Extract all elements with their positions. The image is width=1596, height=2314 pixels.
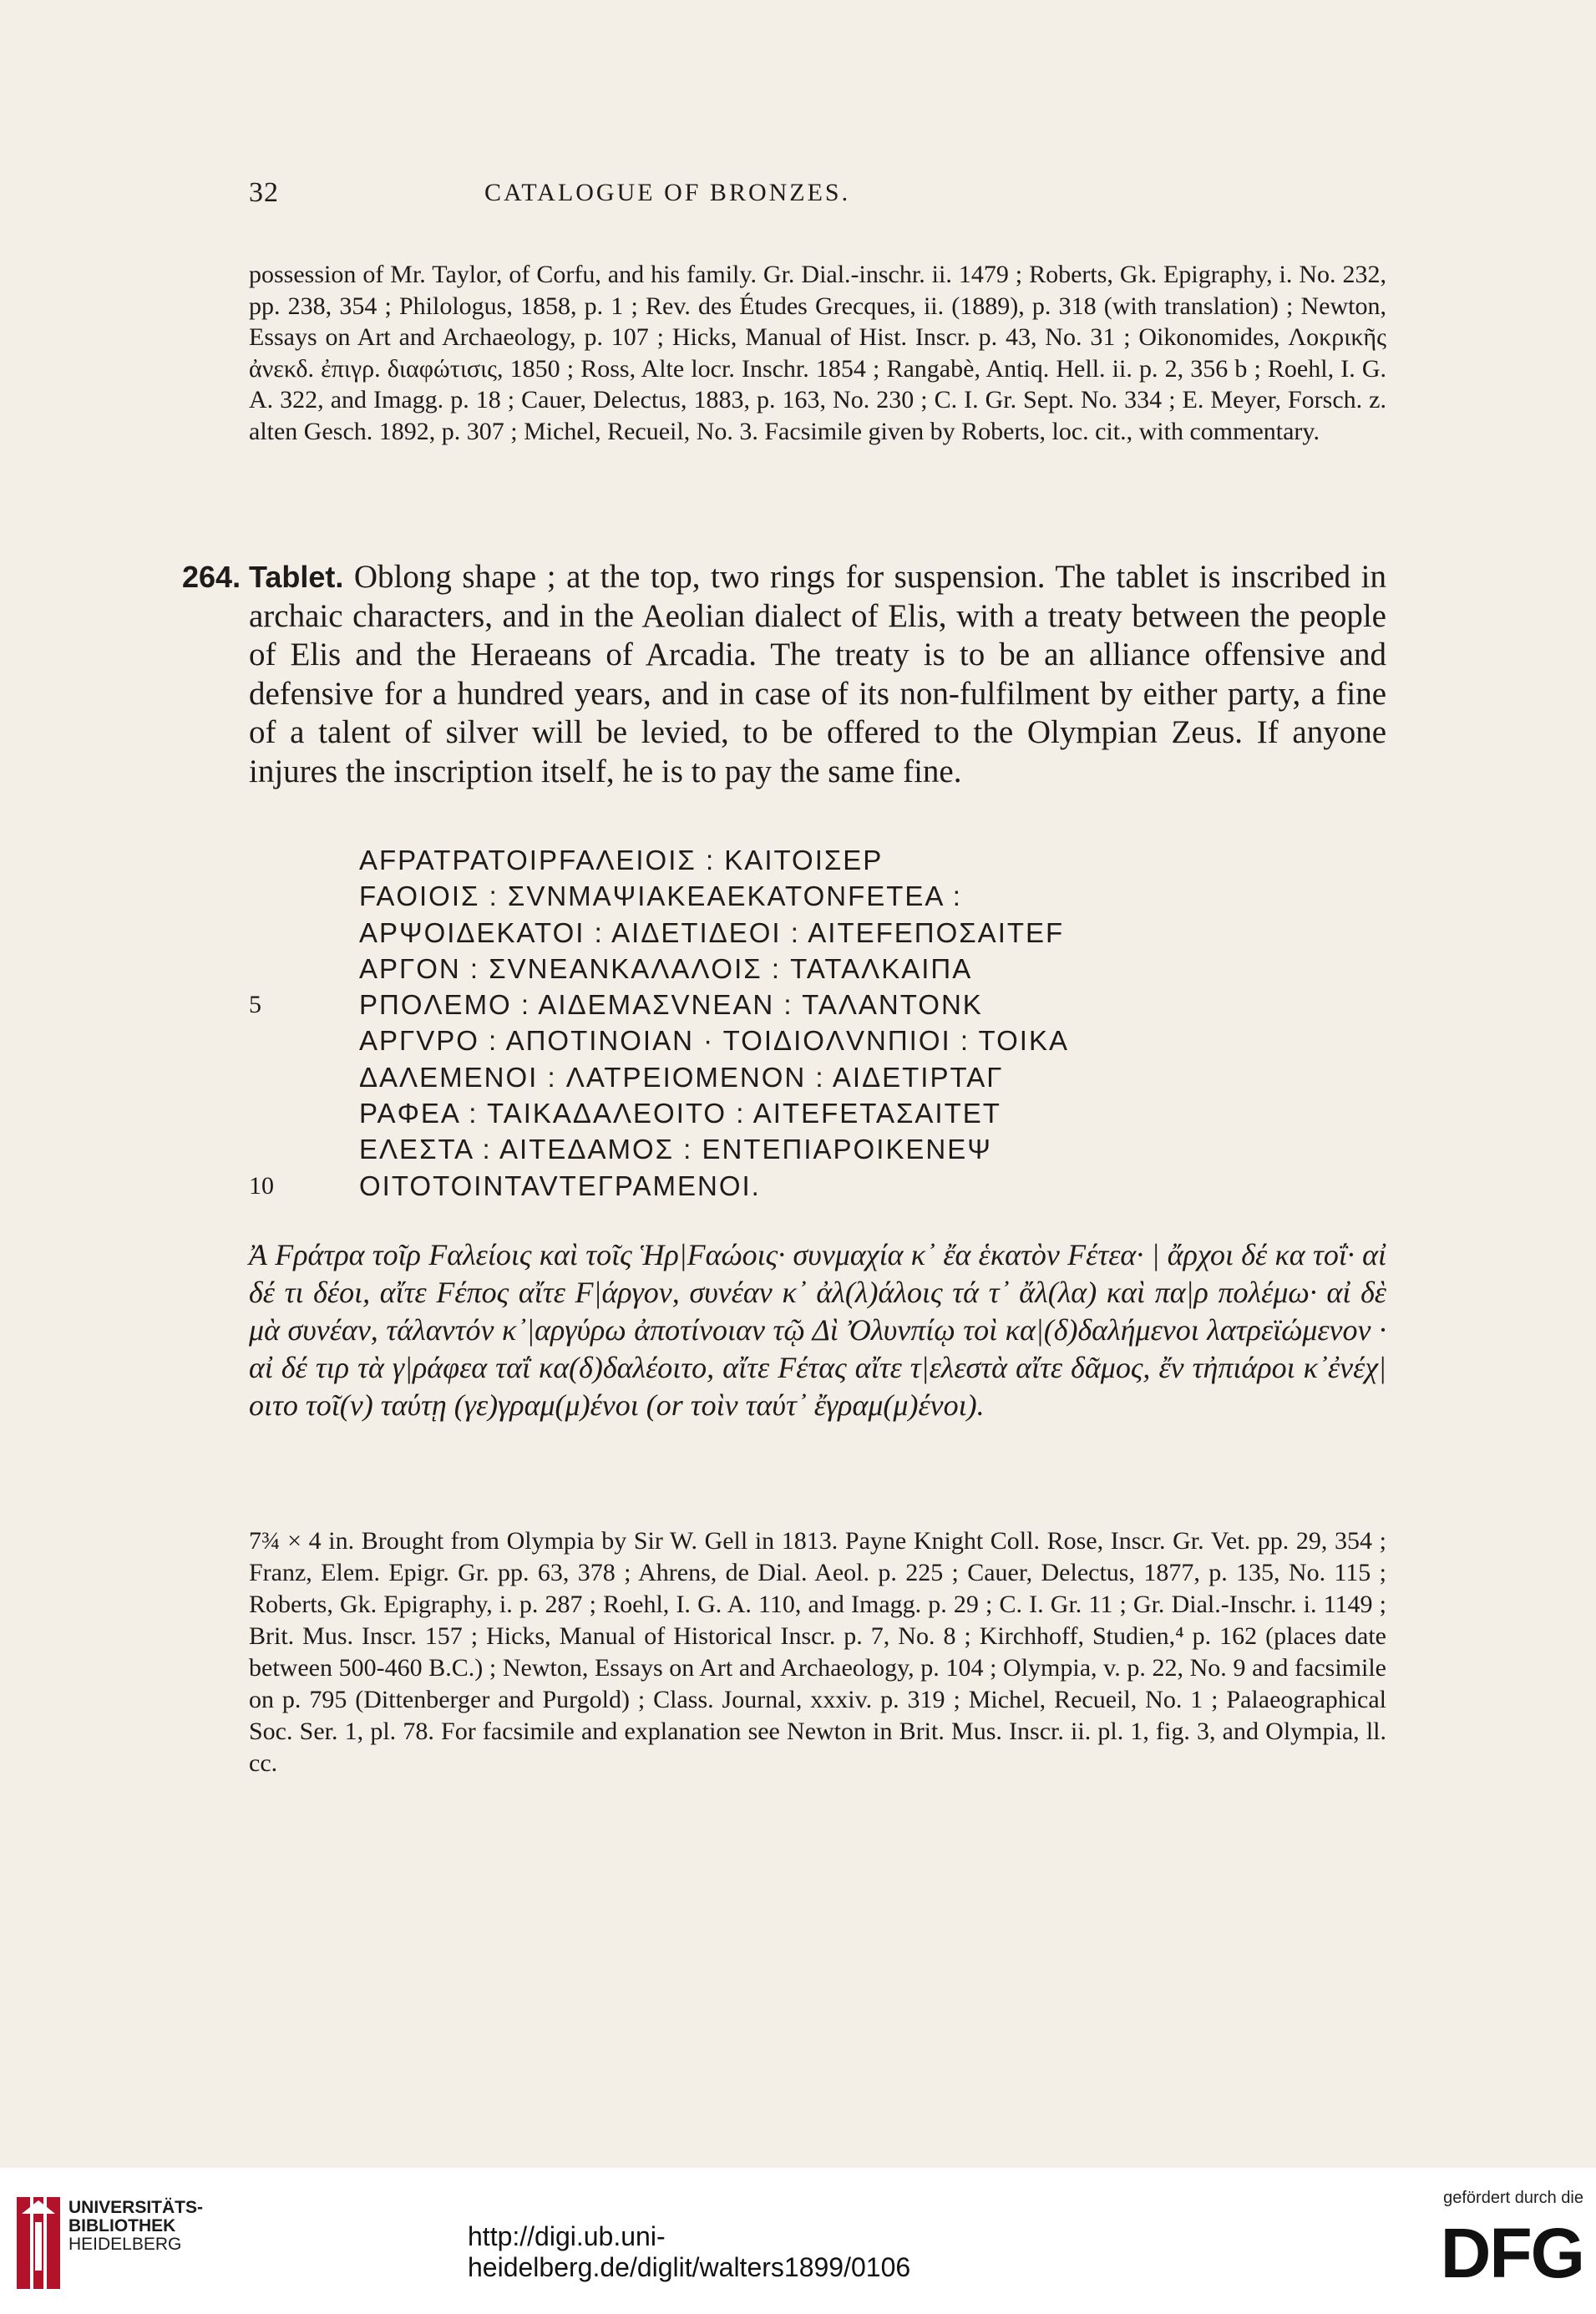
- entry-label: Tablet.: [249, 560, 344, 594]
- dfg-logo[interactable]: DFG: [1440, 2214, 1583, 2292]
- inscription-text: ΔAΛEMENOI : ΛATPEIOMENON : AIΔETIPTAΓ: [359, 1061, 1004, 1093]
- inscription-text: EΛEΣTA : AITEΔAMOΣ : ENTEΠIAPOIKENEΨ: [359, 1134, 992, 1165]
- inscription-text: PΠOΛEMO : AIΔEMAΣVNEAN : TAΛANTONK: [359, 989, 983, 1021]
- inscription-text: AFPATPATOIPFAΛEIOIΣ : KAITOIΣEP: [359, 845, 884, 875]
- inscription-line: [249, 987, 1386, 1023]
- funded-by-label: gefördert durch die: [1443, 2189, 1583, 2207]
- entry-number: 264.: [182, 560, 241, 594]
- page-number: 32: [249, 177, 279, 208]
- entry-text: Oblong shape ; at the top, two rings for suspension. The tablet is inscribed in archaic characters, and in the Aeolian dialect of Elis, with a treaty between the people of Elis and the Heraeans of Arcadia. The treaty is to be an alliance offensive and defensive for a hundred years, and in case of its non-fulfilment by either party, a fine of a talent of silver will be levied, to be offered to the Olympian Zeus. If anyone injures the inscription itself, he is to pay the same fine.: [249, 559, 1386, 789]
- inscription-line: [249, 951, 1386, 987]
- inscription-text: FAOIOIΣ : ΣVNMAΨIAKEAEKATONFETEA :: [359, 880, 962, 912]
- inscription-line: [249, 1059, 1386, 1095]
- inscription-line: [249, 878, 1386, 914]
- library-line1: UNIVERSITÄTS-: [68, 2198, 204, 2217]
- inscription-line: [249, 1023, 1386, 1058]
- library-line3: HEIDELBERG: [68, 2235, 182, 2254]
- inscription-text: PAΦEA : TAIKAΔAΛEOITO : AITEFETAΣAITET: [359, 1098, 1001, 1129]
- greek-transliteration: Ἀ Fράτρα τοῖρ Fαλείοις καὶ τοῖς Ἡρ|Fαώοις· συνμαχία κ᾽ ἔα ἑκατὸν Fέτεα· | ἄρχοι δέ κα τοΐ· αἰ δέ τι δέοι, αἴτε Fέπος αἴτε F|άργον, συνέαν κ᾽ ἀλ(λ)άλοις τά τ᾽ ἄλ(λα) καὶ πα|ρ πολέμω· αἰ δὲ μὰ συνέαν, τάλαντόν κ᾽|αργύρω ἀποτίνοιαν τῷ Δὶ Ὀλυνπίῳ τοὶ κα|(δ)δαλήμενοι λατρεϊώμενον · αἰ δέ τιρ τὰ γ|ράφεα ταΐ κα(δ)δαλέοιτο, αἴτε Fέτας αἴτε τ|ελεστὰ αἴτε δᾶμος, ἔν τἠπιάροι κ᾽ἐνέχ|οιτο τοῖ(ν) ταύτῃ (γε)γραμ(μ)ένοι (or τοὶν ταύτ᾽ ἔγραμ(μ)ένοι).: [249, 1238, 1386, 1422]
- inscription-text: OITOTOINTAVTEΓPAMENOI.: [359, 1170, 761, 1201]
- library-line2: BIBLIOTHEK: [68, 2216, 176, 2235]
- heidelberg-library-logo-icon: [17, 2197, 60, 2289]
- references-top: possession of Mr. Taylor, of Corfu, and his family. Gr. Dial.-inschr. ii. 1479 ; Roberts, Gk. Epigraphy, i. No. 232, pp. 238, 354 ; Philologus, 1858, p. 1 ; Rev. des Études Grecques, ii. (1889), p. 318 (with translation) ; Newton, Essays on Art and Archaeology, p. 107 ; Hicks, Manual of Hist. Inscr. p. 43, No. 31 ; Oikonomides, Λοκρικῆς ἀνεκδ. ἐπιγρ. διαφώτισις, 1850 ; Ross, Alte locr. Inschr. 1854 ; Rangabè, Antiq. Hell. ii. p. 2, 356 b ; Roehl, I. G. A. 322, and Imagg. p. 18 ; Cauer, Delectus, 1883, p. 163, No. 230 ; C. I. Gr. Sept. No. 334 ; E. Meyer, Forsch. z. alten Gesch. 1892, p. 307 ; Michel, Recueil, No. 3. Facsimile given by Roberts, loc. cit., with commentary.: [249, 261, 1386, 445]
- line-number: 10: [249, 1171, 274, 1200]
- inscription-line: [249, 1131, 1386, 1167]
- catalogue-entry: [182, 558, 1386, 791]
- inscription-line: [249, 1168, 1386, 1204]
- inscription-transcript: [249, 842, 1386, 1204]
- library-logo[interactable]: [17, 2189, 225, 2297]
- inscription-line: [249, 842, 1386, 878]
- running-title: CATALOGUE OF BRONZES.: [484, 179, 851, 206]
- library-name: [68, 2199, 203, 2254]
- inscription-line: [249, 915, 1386, 951]
- inscription-line: [249, 1095, 1386, 1131]
- permalink-url[interactable]: http://digi.ub.uni-heidelberg.de/diglit/walters1899/0106: [468, 2221, 911, 2282]
- references-bottom: 7¾ × 4 in. Brought from Olympia by Sir W. Gell in 1813. Payne Knight Coll. Rose, Inscr. Gr. Vet. pp. 29, 354 ; Franz, Elem. Epigr. Gr. pp. 63, 378 ; Ahrens, de Dial. Aeol. p. 225 ; Cauer, Delectus, 1877, p. 135, No. 115 ; Roberts, Gk. Epigraphy, i. p. 287 ; Roehl, I. G. A. 110, and Imagg. p. 29 ; C. I. Gr. 11 ; Gr. Dial.-Inschr. i. 1149 ; Brit. Mus. Inscr. 157 ; Hicks, Manual of Historical Inscr. p. 7, No. 8 ; Kirchhoff, Studien,⁴ p. 162 (places date between 500-460 B.C.) ; Newton, Essays on Art and Archaeology, p. 104 ; Olympia, v. p. 22, No. 9 and facsimile on p. 795 (Dittenberger and Purgold) ; Class. Journal, xxxiv. p. 319 ; Michel, Recueil, No. 1 ; Palaeographical Soc. Ser. 1, pl. 78. For facsimile and explanation see Newton in Brit. Mus. Inscr. ii. pl. 1, fig. 3, and Olympia, ll. cc.: [249, 1527, 1386, 1777]
- inscription-text: APΓON : ΣVNEANKAΛAΛOIΣ : TATAΛKAIΠA: [359, 952, 973, 984]
- inscription-text: AΡΨOIΔEKATOI : AIΔETIΔEOI : AITEFEΠOΣAITEF: [359, 916, 1065, 948]
- line-number: 5: [249, 991, 261, 1019]
- inscription-text: APΓVPO : AΠOTINOIAN · TOIΔIOΛVNΠIOI : TOIKA: [359, 1025, 1069, 1057]
